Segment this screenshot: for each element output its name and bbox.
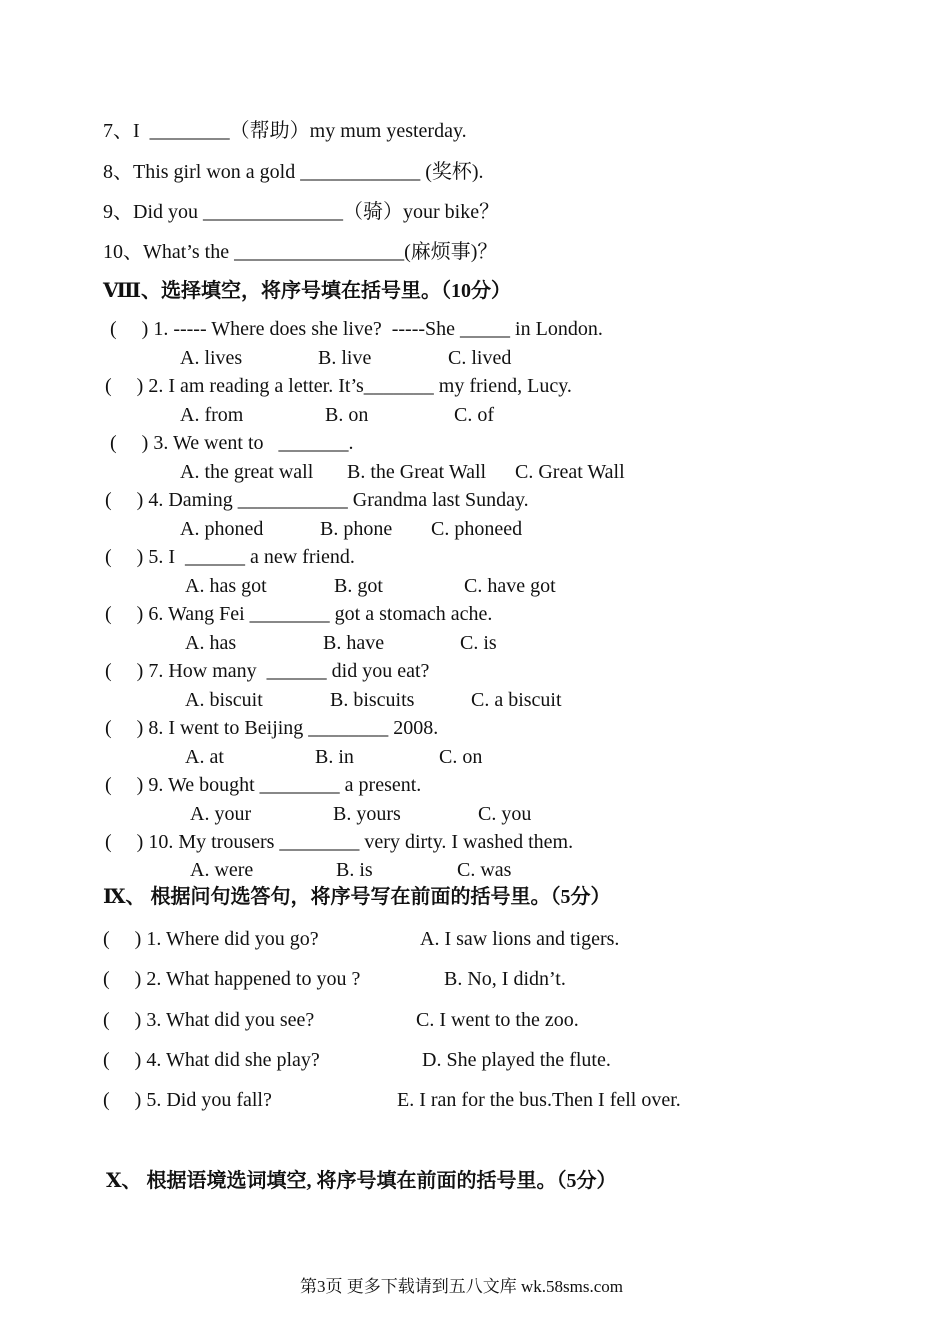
s8-q3-option-c: C. Great Wall xyxy=(515,461,625,483)
s8-q7-option-b: B. biscuits xyxy=(330,689,415,711)
s8-q10-stem: ( ) 10. My trousers ________ very dirty. I washed them. xyxy=(105,831,574,853)
s8-q8-option-b: B. in xyxy=(315,746,354,768)
s8-q9-option-a: A. your xyxy=(190,803,252,825)
s8-q7-option-a: A. biscuit xyxy=(185,689,263,711)
section10-heading: Ⅹ、 根据语境选词填空, 将序号填在前面的括号里。（5分） xyxy=(106,1170,617,1192)
s8-q8-stem: ( ) 8. I went to Beijing ________ 2008. xyxy=(105,717,439,739)
s9-answer-c: C. I went to the zoo. xyxy=(416,1009,579,1031)
s8-q5-option-a: A. has got xyxy=(185,575,267,597)
section8-heading: Ⅷ、选择填空，将序号填在括号里。（10分） xyxy=(103,280,511,302)
s8-q5-option-b: B. got xyxy=(334,575,383,597)
fill-item-10: 10、What’s the _________________(麻烦事)？ xyxy=(103,241,498,263)
s8-q10-option-b: B. is xyxy=(336,859,373,881)
s8-q6-option-b: B. have xyxy=(323,632,385,654)
s8-q1-option-c: C. lived xyxy=(448,347,512,369)
s8-q1-option-a: A. lives xyxy=(180,347,243,369)
s9-answer-d: D. She played the flute. xyxy=(422,1049,611,1071)
fill-item-7: 7、I ________（帮助）my mum yesterday. xyxy=(103,120,467,142)
s8-q5-stem: ( ) 5. I ______ a new friend. xyxy=(105,546,355,568)
s8-q5-option-c: C. have got xyxy=(464,575,556,597)
fill-item-8: 8、This girl won a gold ____________ (奖杯). xyxy=(103,161,484,183)
fill-item-9: 9、Did you ______________（骑）your bike？ xyxy=(103,201,500,223)
s9-q1-question: ( ) 1. Where did you go? xyxy=(103,928,319,950)
s9-q2-question: ( ) 2. What happened to you ? xyxy=(103,968,361,990)
s8-q6-stem: ( ) 6. Wang Fei ________ got a stomach ache. xyxy=(105,603,493,625)
s8-q10-option-a: A. were xyxy=(190,859,254,881)
s8-q4-option-a: A. phoned xyxy=(180,518,264,540)
s8-q1-stem: ( ) 1. ----- Where does she live? -----She _____ in London. xyxy=(110,318,603,340)
s9-q3-question: ( ) 3. What did you see? xyxy=(103,1009,315,1031)
s9-answer-e: E. I ran for the bus.Then I fell over. xyxy=(397,1089,681,1111)
s8-q9-option-c: C. you xyxy=(478,803,532,825)
s8-q6-option-c: C. is xyxy=(460,632,497,654)
s8-q6-option-a: A. has xyxy=(185,632,237,654)
page-footer: 第3页 更多下载请到五八文库 wk.58sms.com xyxy=(300,1277,623,1296)
s8-q8-option-a: A. at xyxy=(185,746,224,768)
s8-q3-stem: ( ) 3. We went to _______. xyxy=(110,432,354,454)
s9-q4-question: ( ) 4. What did she play? xyxy=(103,1049,320,1071)
s8-q10-option-c: C. was xyxy=(457,859,512,881)
s8-q4-stem: ( ) 4. Daming ___________ Grandma last Sunday. xyxy=(105,489,529,511)
s8-q9-option-b: B. yours xyxy=(333,803,401,825)
s8-q4-option-c: C. phoneed xyxy=(431,518,523,540)
s8-q8-option-c: C. on xyxy=(439,746,483,768)
section9-heading: Ⅸ、 根据问句选答句，将序号写在前面的括号里。（5分） xyxy=(103,886,611,908)
s8-q3-option-a: A. the great wall xyxy=(180,461,314,483)
s9-answer-b: B. No, I didn’t. xyxy=(444,968,566,990)
s8-q2-option-c: C. of xyxy=(454,404,494,426)
s8-q7-option-c: C. a biscuit xyxy=(471,689,562,711)
s8-q1-option-b: B. live xyxy=(318,347,372,369)
s8-q2-stem: ( ) 2. I am reading a letter. It’s_______ my friend, Lucy. xyxy=(105,375,572,397)
s8-q4-option-b: B. phone xyxy=(320,518,393,540)
s8-q2-option-a: A. from xyxy=(180,404,244,426)
s9-q5-question: ( ) 5. Did you fall? xyxy=(103,1089,272,1111)
s8-q2-option-b: B. on xyxy=(325,404,369,426)
s8-q3-option-b: B. the Great Wall xyxy=(347,461,487,483)
s8-q9-stem: ( ) 9. We bought ________ a present. xyxy=(105,774,422,796)
s8-q7-stem: ( ) 7. How many ______ did you eat? xyxy=(105,660,430,682)
s9-answer-a: A. I saw lions and tigers. xyxy=(420,928,620,950)
